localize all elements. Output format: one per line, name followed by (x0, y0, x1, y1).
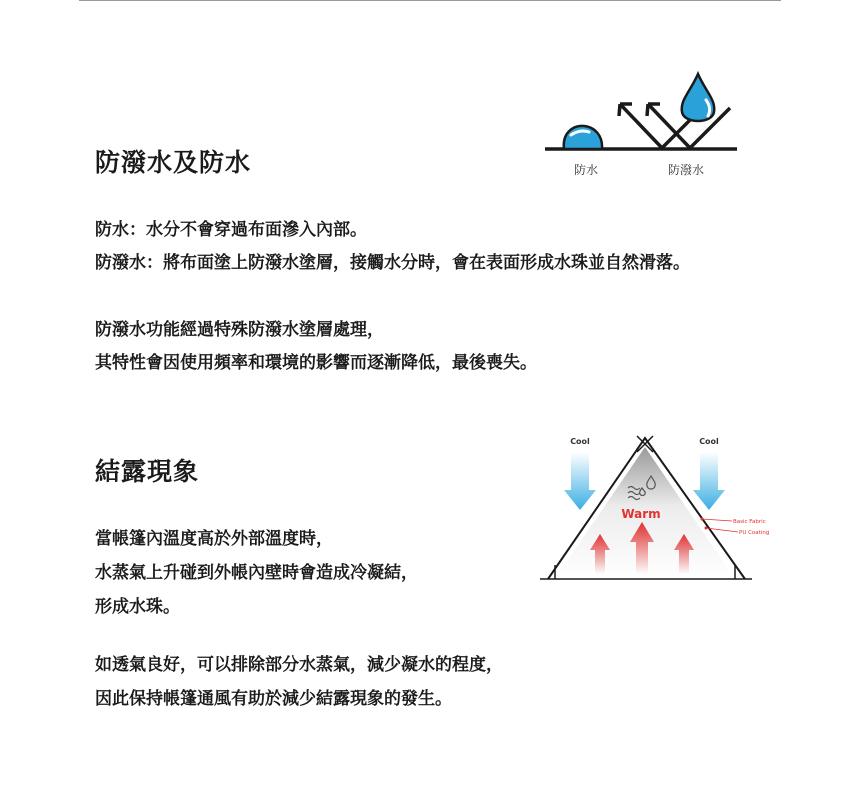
cool-arrow-right-icon (693, 452, 725, 510)
cool-label-left: Cool (570, 437, 590, 446)
condensation-line-1: 當帳篷內溫度高於外部溫度時， (95, 529, 333, 549)
waterproof-line-2: 防潑水：將布面塗上防潑水塗層，接觸水分時，會在表面形成水珠並自然滑落。 (95, 253, 690, 273)
condensation-line-2: 水蒸氣上升碰到外帳內壁時會造成冷凝結， (95, 563, 418, 583)
warm-label: Warm (621, 507, 661, 521)
condensation-explanation (95, 522, 418, 624)
ventilation-note (95, 648, 503, 716)
coating-note (95, 314, 537, 380)
label-water-repellent: 防潑水 (667, 163, 705, 177)
condensation-diagram (530, 430, 770, 590)
water-bead-icon (564, 126, 602, 149)
coating-line-2: 其特性會因使用頻率和環境的影響而逐漸降低，最後喪失。 (95, 353, 537, 373)
pu-coating-label: PU Coating (739, 530, 770, 536)
condensation-line-3: 形成水珠。 (95, 597, 180, 617)
waterproof-diagram (540, 70, 750, 185)
ventilation-line-2: 因此保持帳篷通風有助於減少結露現象的發生。 (95, 689, 452, 709)
section-title-waterproof: 防潑水及防水 (95, 148, 252, 177)
section-title-condensation: 結露現象 (95, 457, 200, 486)
water-drop-icon (682, 74, 715, 121)
ventilation-line-1: 如透氣良好，可以排除部分水蒸氣，減少凝水的程度， (95, 655, 503, 675)
label-waterproof: 防水 (573, 163, 599, 177)
waterproof-definition (95, 214, 690, 280)
basic-fabric-label: Basic Fabric (733, 519, 766, 525)
top-divider (79, 0, 781, 1)
cool-arrow-left-icon (564, 452, 596, 510)
waterproof-line-1: 防水：水分不會穿過布面滲入內部。 (95, 220, 367, 240)
coating-line-1: 防潑水功能經過特殊防潑水塗層處理， (95, 320, 384, 340)
cool-label-right: Cool (699, 437, 719, 446)
